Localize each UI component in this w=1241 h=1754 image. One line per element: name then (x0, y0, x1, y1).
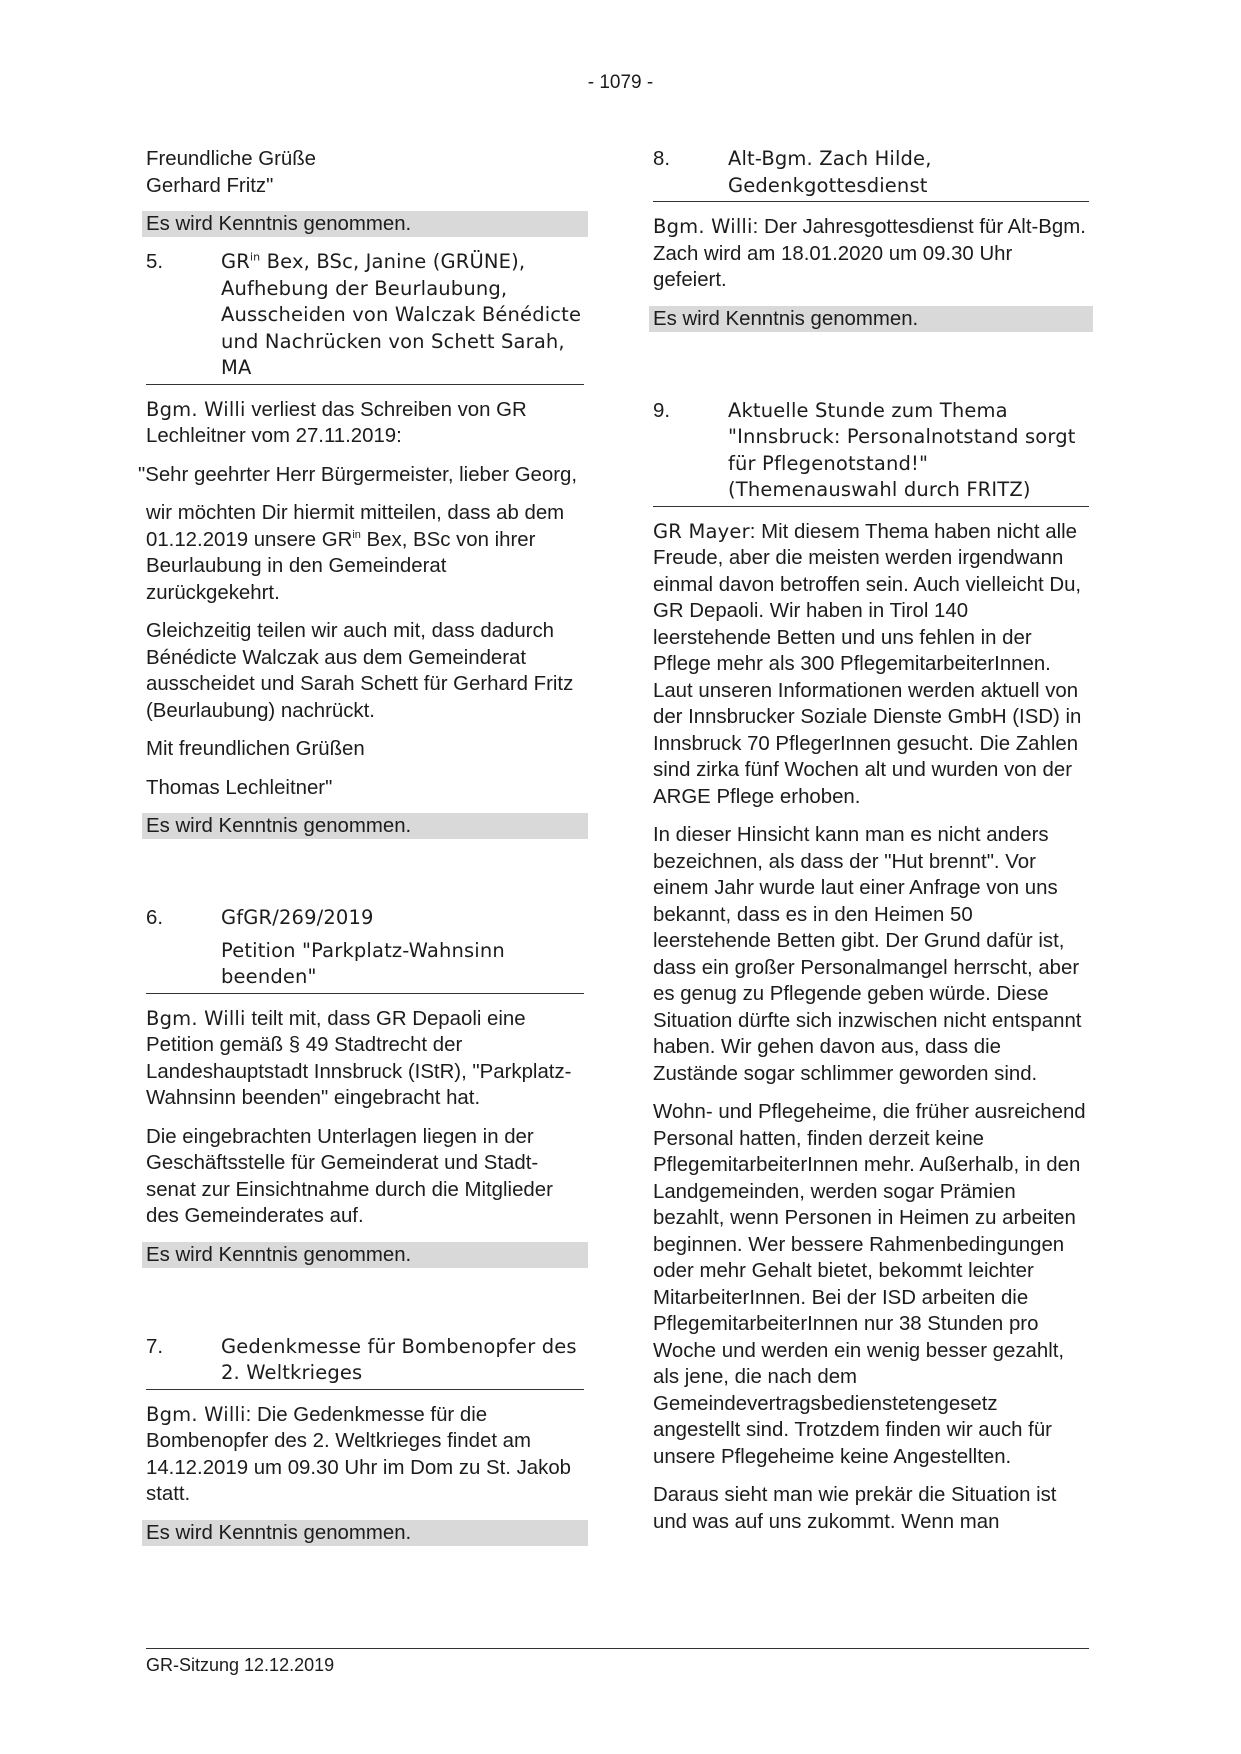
paragraph: In dieser Hinsicht kann man es nicht anders bezeichnen, als dass der "Hut brennt". Vor einem Jahr wurde laut einer Anfrage von uns bekannt, dass es in den Heimen 50 leerstehende Betten gibt. Der Grund dafür ist, dass ein großer Personalmangel herrscht, aber es genug zu Pflegende geben würde. Diese Situation dürfte sich inzwischen nicht entspannt haben. Wir gehen davon aus, dass die Zustände sogar schlimmer geworden sind. (653, 824, 1082, 1085)
paragraph: wir möchten Dir hiermit mitteilen, dass ab dem 01.12.2019 unsere $GR^{in}$ Bex, BSc von ihrer Beurlaubung in den Gemeinderat zurückgekehrt. (146, 502, 565, 604)
paragraph: Gleichzeitig teilen wir auch mit, dass dadurch Bénédicte Walczak aus dem Gemeinderat ausscheidet und Sarah Schett für Gerhard Fritz (Beurlaubung) nachrückt. (146, 620, 574, 722)
kenntnis-notice: Es wird Kenntnis genommen. (142, 813, 588, 839)
right-column (653, 146, 1089, 1547)
paragraph: Bgm. Willi verliest das Schreiben von GR Lechleitner vom 27.11.2019: (146, 397, 527, 447)
footer-divider (146, 1648, 1089, 1649)
closing-greeting: Freundliche Grüße (146, 148, 316, 170)
agenda-item-8-heading (653, 146, 1089, 202)
paragraph: Bgm. Willi: Der Jahresgottesdienst für Alt-Bgm. Zach wird am 18.01.2020 um 09.30 Uhr gefeiert. (653, 215, 1086, 291)
footer-session-date: GR-Sitzung 12.12.2019 (146, 1655, 335, 1675)
left-column (138, 146, 584, 1558)
kenntnis-notice: Es wird Kenntnis genommen. (649, 306, 1093, 332)
paragraph: Bgm. Willi: Die Gedenkmesse für die Bombenopfer des 2. Weltkrieges findet am 14.12.2019 um 09.30 Uhr im Dom zu St. Jakob statt. (146, 1402, 572, 1505)
agenda-item-number: 7. (146, 1335, 164, 1358)
speaker: Bgm. Willi (146, 397, 246, 421)
agenda-item-6-heading (146, 905, 584, 994)
agenda-item-title: Alt-Bgm. Zach Hilde, Gedenkgottesdienst (728, 147, 932, 197)
kenntnis-notice: Es wird Kenntnis genommen. (142, 1520, 588, 1546)
agenda-item-title: Aktuelle Stunde zum Thema "Innsbruck: Personalnotstand sorgt für Pflegenotstand!" (Themenauswahl durch FRITZ) (728, 398, 1076, 501)
speaker: Bgm. Willi (146, 1006, 246, 1030)
paragraph: Wohn- und Pflegeheime, die früher ausreichend Personal hatten, finden derzeit keine PflegemitarbeiterInnen mehr. Außerhalb, in den Landgemeinden, werden sogar Prämien bezahlt, wenn Personen in Heimen zu arbeiten beginnen. Wer bessere Rahmenbedingungen oder mehr Gehalt bietet, bekommt leichter MitarbeiterInnen. Bei der ISD arbeiten die PflegemitarbeiterInnen nur 38 Stunden pro Woche und werden ein wenig besser gezahlt, als jene, die nach dem Gemeindevertragsbedienstetengesetz angestellt sind. Trotzdem finden wir auch für unsere Pflegeheime keine Angestellten. (653, 1101, 1086, 1468)
page-number: - 1079 - (587, 72, 654, 93)
paragraph: Mit freundlichen Grüßen (146, 738, 365, 760)
paragraph: Thomas Lechleitner" (146, 776, 333, 799)
paragraph: Daraus sieht man wie prekär die Situation ist und was auf uns zukommt. Wenn man (653, 1484, 1057, 1533)
agenda-item-title: GfGR/269/2019 Petition "Parkplatz-Wahnsinn beenden" (221, 905, 584, 991)
speaker: GR Mayer (653, 519, 750, 543)
agenda-item-number: 6. (146, 907, 164, 929)
paragraph: GR Mayer: Mit diesem Thema haben nicht alle Freude, aber die meisten werden irgendwann einmal davon betroffen sein. Auch vielleicht Du, GR Depaoli. Wir haben in Tirol 140 leerstehende Betten und uns fehlen in der Pflege mehr als 300 PflegemitarbeiterInnen. Laut unseren Informationen werden aktuell von der Innsbrucker Soziale Dienste GmbH (ISD) in Innsbruck 70 PflegerInnen gesucht. Die Zahlen sind zirka fünf Wochen alt und wurden von der ARGE Pflege erhoben. (653, 519, 1082, 808)
speaker: Bgm. Willi (146, 1402, 246, 1426)
agenda-item-9-heading (653, 398, 1089, 507)
kenntnis-notice: Es wird Kenntnis genommen. (142, 211, 588, 237)
agenda-item-number: 8. (653, 148, 671, 170)
agenda-item-number: 5. (146, 251, 164, 273)
speaker: Bgm. Willi (653, 215, 753, 238)
agenda-item-number: 9. (653, 399, 671, 422)
paragraph: Bgm. Willi teilt mit, dass GR Depaoli eine Petition gemäß § 49 Stadtrecht der Landeshauptstadt Innsbruck (IStR), "Parkplatz-Wahnsinn beenden" eingebracht hat. (146, 1006, 572, 1109)
agenda-item-title: Gedenkmesse für Bombenopfer des 2. Weltkrieges (221, 1334, 577, 1384)
closing-signature: Gerhard Fritz" (146, 174, 274, 197)
paragraph: "Sehr geehrter Herr Bürgermeister, lieber Georg, (138, 463, 578, 486)
agenda-item-title: $GR^{in}$ Bex, BSc, Janine (GRÜNE), Aufhebung der Beurlaubung, Ausscheiden von Walczak Bénédicte und Nachrücken von Schett Sarah, MA (221, 250, 582, 379)
paragraph: Die eingebrachten Unterlagen liegen in der Geschäftsstelle für Gemeinderat und Stadt-senat zur Einsichtnahme durch die Mitglieder des Gemeinderates auf. (146, 1125, 553, 1227)
agenda-item-5-heading (146, 249, 584, 385)
agenda-item-7-heading (146, 1334, 584, 1390)
kenntnis-notice: Es wird Kenntnis genommen. (142, 1242, 588, 1268)
agenda-item-reference: GfGR/269/2019 (221, 906, 374, 929)
